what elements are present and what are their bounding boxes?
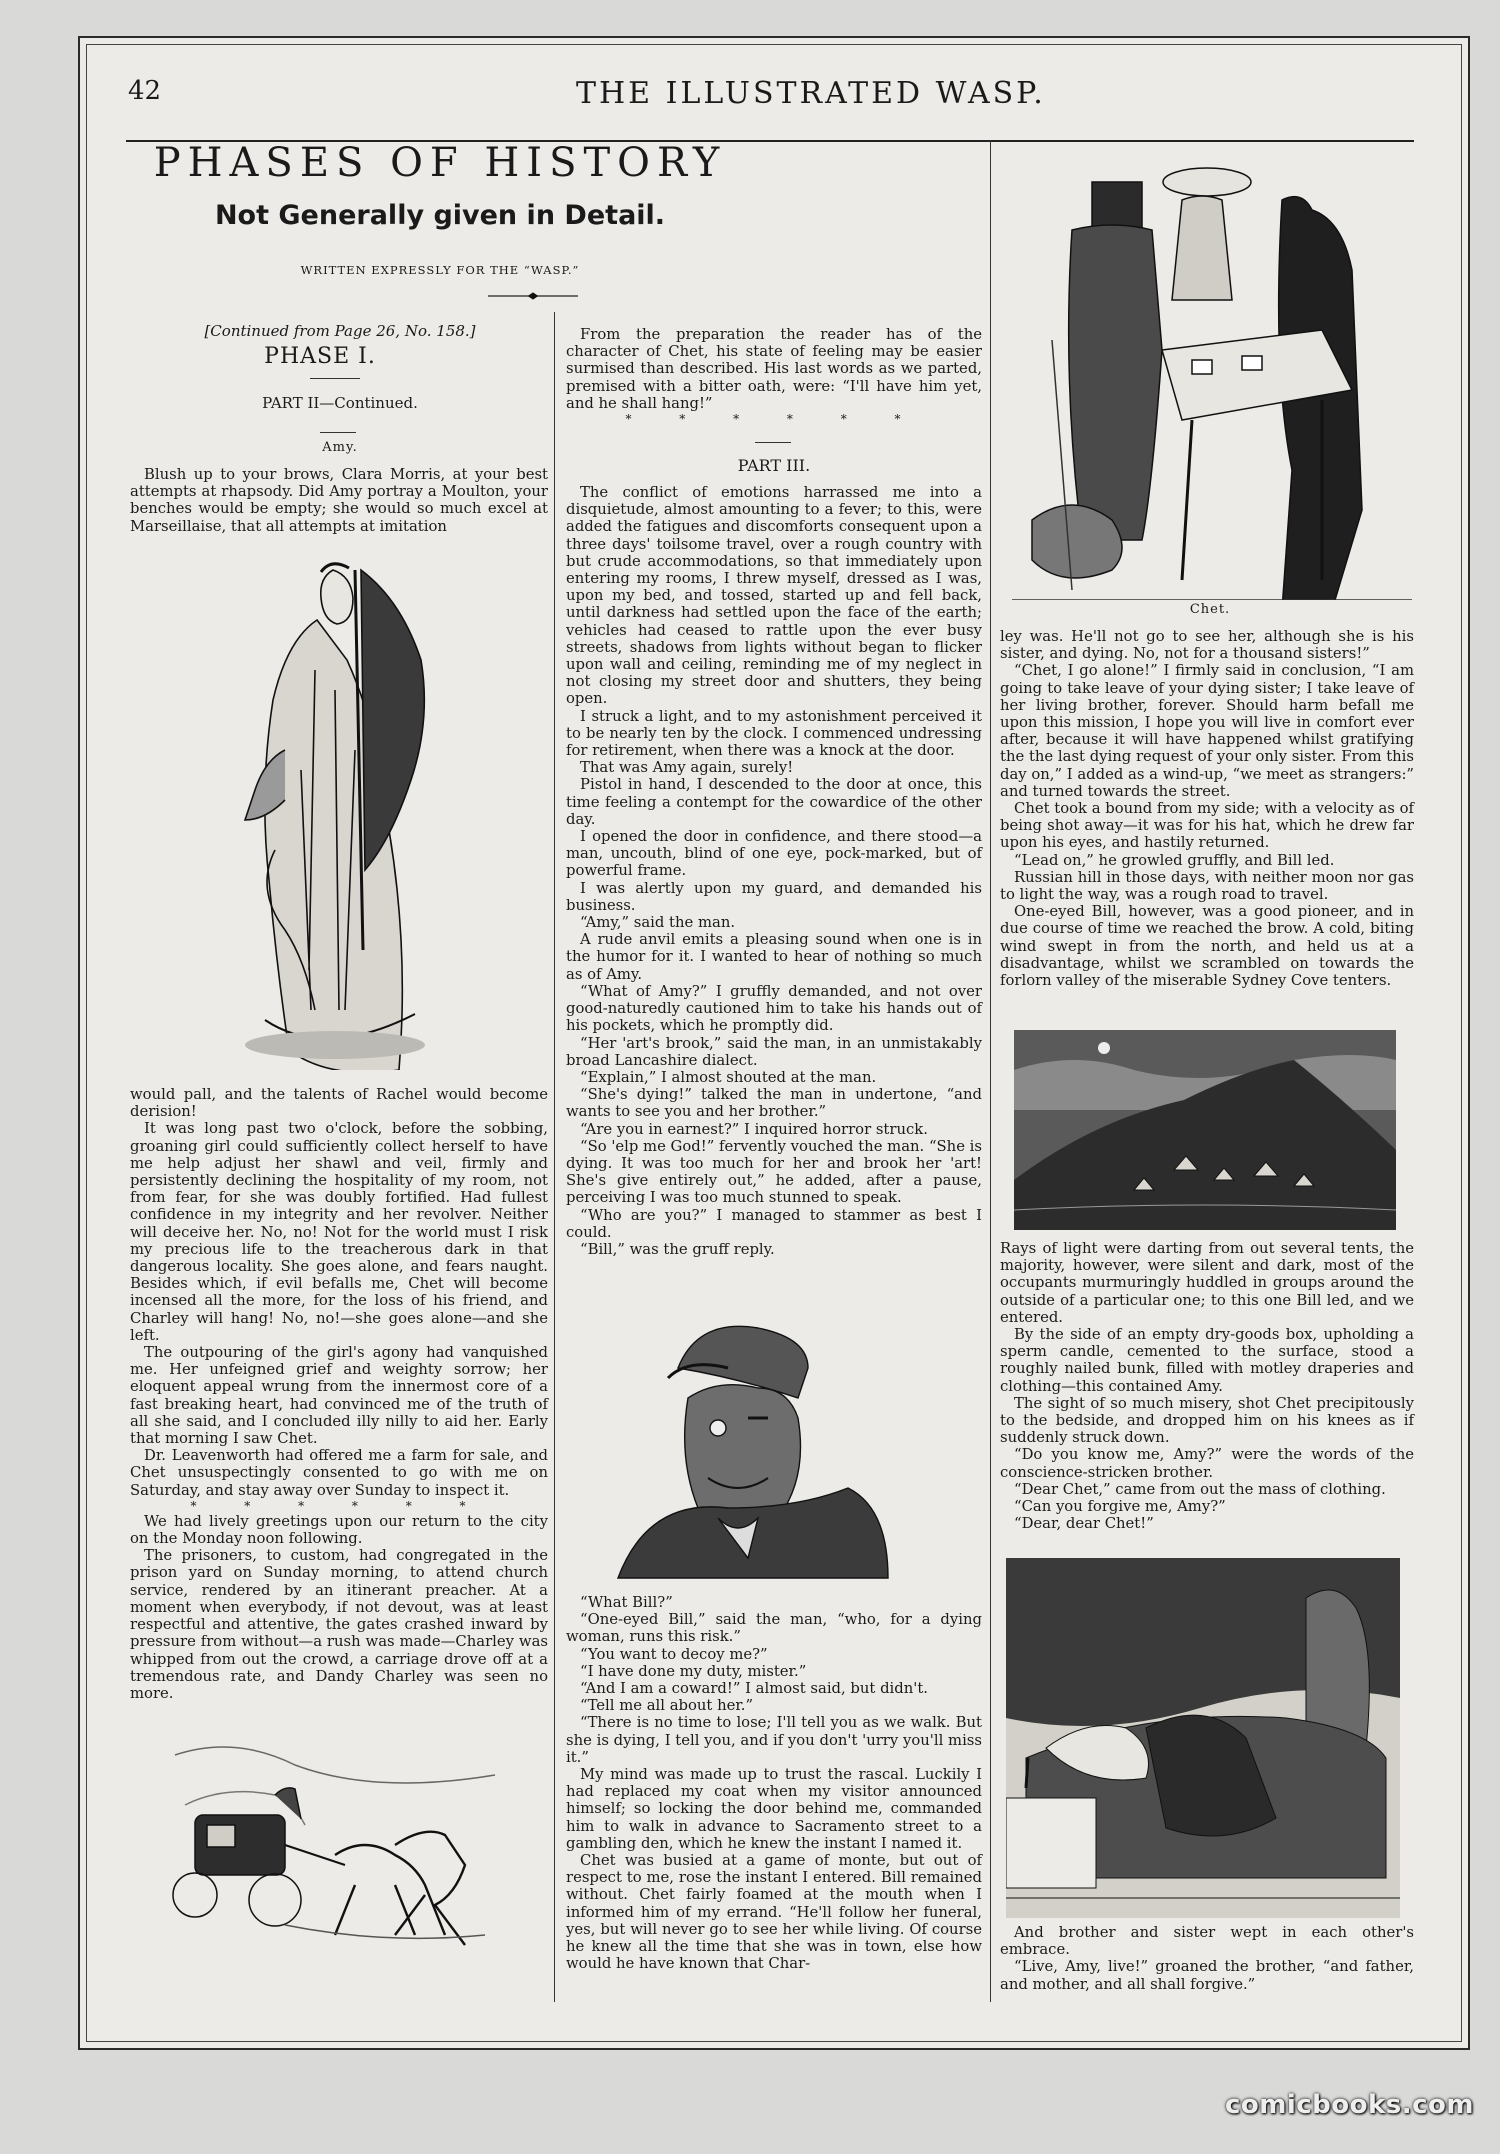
- paragraph: “You want to decoy me?”: [580, 1645, 768, 1663]
- paragraph: It was long past two o'clock, before the sobbing, groaning girl could sufficiently collect herself to have me help adjust her shawl and veil, firmly and persistently declining the hospitality of my room, not from fear, for she was doubly fortified. Had fullest confidence in my integrity and her revolver. Neither will deceive her. No, no! Not for the world must I risk my precious life to the treacherous dark in that dangerous locality. She goes alone, and fears naught. Besides which, if evil befalls me, Chet will become incensed all the more, for the loss of his friend, and Charley will hang! No, no!—she goes alone—and she left.: [130, 1120, 548, 1344]
- section-heading-amy: Amy.: [322, 440, 358, 455]
- ornament-rule: [488, 291, 578, 301]
- column-1-text: [130, 1086, 548, 1702]
- paragraph: ley was. He'll not go to see her, although she is his sister, and dying. No, not for a thousand sisters!”: [1000, 628, 1414, 663]
- paragraph: The outpouring of the girl's agony had vanquished me. Her unfeigned grief and weighty sorrow; her eloquent appeal wrung from the innermost core of a fast breaking heart, had convinced me of the truth of all she said, and I concluded illy nilly to aid her. Early that morning I saw Chet.: [130, 1344, 548, 1448]
- paragraph: I struck a light, and to my astonishment perceived it to be nearly ten by the clock. I commenced undressing for retirement, when there was a knock at the door.: [566, 707, 982, 760]
- column-2-text: [566, 484, 982, 1258]
- paragraph: “Do you know me, Amy?” were the words of the conscience-stricken brother.: [1000, 1446, 1414, 1481]
- paragraph: would pall, and the talents of Rachel would become derision!: [130, 1086, 548, 1121]
- column-rule-left: [554, 312, 555, 2002]
- section-break: * * * * * *: [190, 1498, 488, 1513]
- gambling-table-illustration: [1012, 160, 1412, 600]
- paragraph: “Amy,” said the man.: [580, 914, 736, 932]
- paragraph: From the preparation the reader has of the character of Chet, his state of feeling may be easier surmised than described. His last words as we parted, premised with a bitter oath, were: “I'll have him yet, and he shall hang!”: [566, 326, 982, 412]
- paragraph: Blush up to your brows, Clara Morris, at your best attempts at rhapsody. Did Amy portray a Moulton, your benches would be empty; she would so much excel at Marseillaise, that all attempts at imitation: [130, 466, 548, 535]
- paragraph: “Her 'art's brook,” said the man, in an unmistakably broad Lancashire dialect.: [566, 1034, 982, 1069]
- carriage-escape-illustration: [165, 1735, 505, 1965]
- paragraph: “She's dying!” talked the man in undertone, “and wants to see you and her brother.”: [566, 1086, 982, 1121]
- paragraph: The conflict of emotions harrassed me into a disquietude, almost amounting to a fever; to this, were added the fatigues and discomforts consequent upon a three days' toilsome travel, over a rough country with but crude accommodations, so that immediately upon entering my rooms, I threw myself, dressed as I was, upon my bed, and tossed, started up and fell back, until darkness had settled upon the face of the earth; vehicles had ceased to rattle upon the ever busy streets, shadows from lights without began to flicker upon wall and ceiling, reminding me of my neglect in not closing my street door and shutters, they being open.: [566, 484, 982, 708]
- column-3-middle-text: [1000, 1240, 1414, 1532]
- column-2-top-text: [566, 326, 982, 426]
- chet-caption: Chet.: [1189, 602, 1231, 617]
- paragraph: I opened the door in confidence, and there stood—a man, uncouth, blind of one eye, pock-marked, but of powerful frame.: [566, 828, 982, 880]
- paragraph: Rays of light were darting from out several tents, the majority, however, were silent and dark, most of the occupants murmuringly huddled in groups around the outside of a particular one; to this one Bill led, and we entered.: [1000, 1240, 1414, 1326]
- paragraph: “Explain,” I almost shouted at the man.: [580, 1068, 877, 1086]
- phase-heading: PHASE I.: [264, 344, 376, 369]
- tent-valley-illustration: [1014, 1030, 1396, 1230]
- paragraph: Russian hill in those days, with neither moon nor gas to light the way, was a rough road to travel.: [1000, 868, 1414, 904]
- paragraph: Chet took a bound from my side; with a velocity as of being shot away—it was for his hat, which he drew far upon his eyes, and hastily returned.: [1000, 800, 1414, 852]
- paragraph: Chet was busied at a game of monte, but out of respect to me, rose the instant I entered. Bill remained without. Chet fairly foamed at the mouth when I informed him of my errand. “He'll follow her funeral, yes, but will never go to see her while living. Of course he knew all the time that she was in town, else how would he have known that Char-: [566, 1852, 982, 1973]
- paragraph: “Can you forgive me, Amy?”: [1014, 1498, 1226, 1516]
- paragraph: “One-eyed Bill,” said the man, “who, for a dying woman, runs this risk.”: [566, 1611, 982, 1646]
- site-watermark: comicbooks.com: [1224, 2090, 1474, 2120]
- paragraph: We had lively greetings upon our return to the city on the Monday noon following.: [130, 1512, 548, 1548]
- part-two-heading: PART II—Continued.: [262, 394, 418, 412]
- part-three-heading: PART III.: [737, 456, 811, 475]
- part-three-rule-top: [755, 442, 791, 443]
- paragraph: “What Bill?”: [580, 1594, 673, 1611]
- paragraph: Dr. Leavenworth had offered me a farm for sale, and Chet unsuspectingly consented to go with me on Saturday, and stay away over Sunday to inspect it.: [130, 1447, 548, 1499]
- phase-rule: [310, 378, 360, 379]
- page-title: PHASES OF HISTORY: [153, 140, 727, 186]
- page-number: 42: [128, 76, 162, 106]
- paragraph: “Bill,” was the gruff reply.: [580, 1240, 775, 1258]
- one-eyed-bill-portrait: [598, 1308, 898, 1588]
- paragraph: That was Amy again, surely!: [580, 759, 794, 777]
- paragraph: One-eyed Bill, however, was a good pioneer, and in due course of time we reached the brow. A cold, biting wind swept in from the north, and held us at a disadvantage, whilst we scrambled on towards the forlorn valley of the miserable Sydney Cove tenters.: [1000, 903, 1414, 990]
- masthead: THE ILLUSTRATED WASP.: [576, 76, 1046, 111]
- paragraph: “Live, Amy, live!” groaned the brother, “and father, and mother, and all shall forgive.”: [1000, 1958, 1414, 1993]
- column-rule-right: [990, 140, 991, 2002]
- column-2-bottom-text: [566, 1594, 982, 1972]
- paragraph: “Lead on,” he growled gruffly, and Bill led.: [1014, 851, 1335, 869]
- paragraph: And brother and sister wept in each other's embrace.: [1000, 1924, 1414, 1959]
- paragraph: Pistol in hand, I descended to the door at once, this time feeling a contempt for the cowardice of the other day.: [566, 776, 982, 828]
- paragraph: “Tell me all about her.”: [580, 1697, 754, 1715]
- paragraph: “Who are you?” I managed to stammer as best I could.: [566, 1206, 982, 1241]
- paragraph: The prisoners, to custom, had congregated in the prison yard on Sunday morning, to attend church service, rendered by an itinerant preacher. At a moment when everybody, if not devout, was at least respectful and attentive, the gates crashed inward by pressure from without—a rush was made—Charley was whipped from out the crowd, a carriage drove off at a tremendous rate, and Dandy Charley was seen no more.: [130, 1547, 548, 1702]
- paragraph: “There is no time to lose; I'll tell you as we walk. But she is dying, I tell you, and if you don't 'urry you'll miss it.”: [566, 1714, 982, 1766]
- continued-note: [Continued from Page 26, No. 158.]: [204, 322, 476, 340]
- paragraph: The sight of so much misery, shot Chet precipitously to the bedside, and dropped him on his knees as if suddenly struck down.: [1000, 1394, 1414, 1447]
- paragraph: By the side of an empty dry-goods box, upholding a sperm candle, cemented to the surface, stood a roughly nailed bunk, filled with motley draperies and clothing—this contained Amy.: [1000, 1326, 1414, 1395]
- paragraph: My mind was made up to trust the rascal. Luckily I had replaced my coat when my visitor announced himself; so locking the door behind me, commanded him to walk in advance to Sacramento street to a gambling den, which he knew the instant I named it.: [566, 1766, 982, 1852]
- paragraph: “Dear, dear Chet!”: [1014, 1515, 1154, 1533]
- column-3-text: [1000, 628, 1414, 989]
- paragraph: “What of Amy?” I gruffly demanded, and not over good-naturedly cautioned him to take his hands out of his pockets, which he promptly did.: [566, 982, 982, 1035]
- paragraph: “So 'elp me God!” fervently vouched the man. “She is dying. It was too much for her and brook her 'art! She's give entirely out,” he added, after a pause, perceiving I was too much stunned to speak.: [566, 1137, 982, 1207]
- written-for-line: WRITTEN EXPRESSLY FOR THE “WASP.”: [300, 263, 580, 277]
- column-1-top-text: [130, 466, 548, 535]
- part-two-rule: [320, 432, 356, 433]
- paragraph: “I have done my duty, mister.”: [580, 1662, 807, 1680]
- page-subtitle: Not Generally given in Detail.: [214, 200, 666, 231]
- paragraph: “And I am a coward!” I almost said, but didn't.: [580, 1680, 929, 1698]
- section-break: * * * * * *: [625, 412, 923, 427]
- paragraph: A rude anvil emits a pleasing sound when one is in the humor for it. I wanted to hear of nothing so much as of Amy.: [566, 931, 982, 983]
- liberty-figure-illustration: [205, 550, 465, 1070]
- column-3-bottom-text: [1000, 1924, 1414, 1993]
- paragraph: “Are you in earnest?” I inquired horror struck.: [580, 1120, 928, 1138]
- paragraph: “Chet, I go alone!” I firmly said in conclusion, “I am going to take leave of your dying sister; I take leave of her living brother, forever. Should harm befall me upon this mission, I hope you will live in comfort ever after, because it will have happened whilst gratifying the the last dying request of your only sister. From this day on,” I added as a wind-up, “we meet as strangers:” and turned towards the street.: [1000, 662, 1414, 800]
- paragraph: I was alertly upon my guard, and demanded his business.: [566, 879, 982, 914]
- deathbed-illustration: [1006, 1558, 1400, 1918]
- paragraph: “Dear Chet,” came from out the mass of clothing.: [1014, 1480, 1386, 1498]
